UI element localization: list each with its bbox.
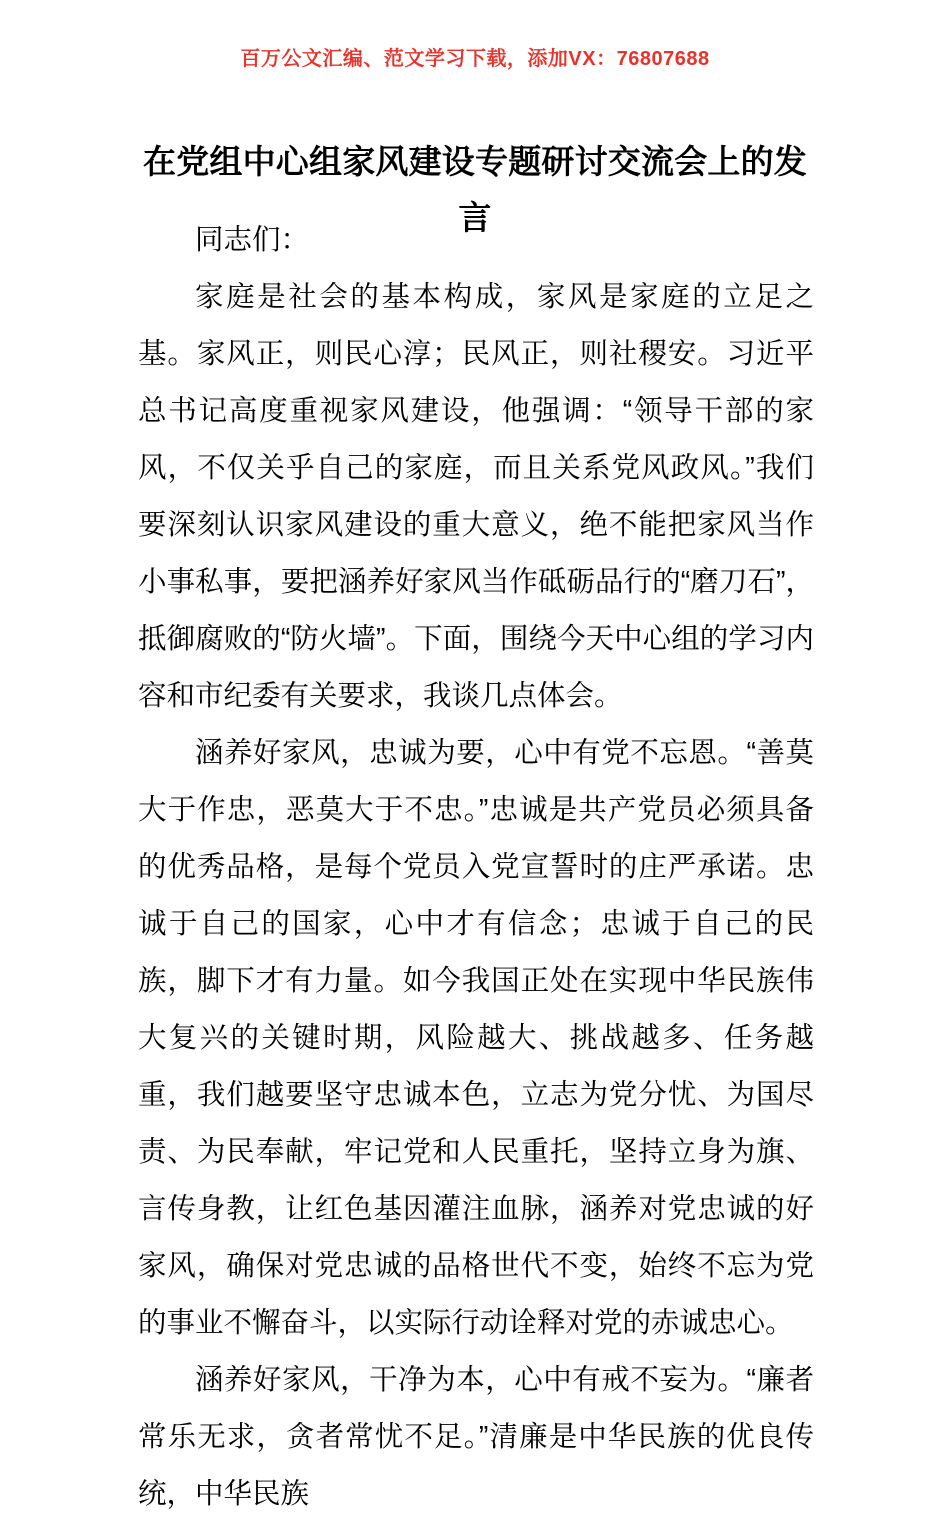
body-paragraph-1: 家庭是社会的基本构成，家风是家庭的立足之基。家风正，则民心淳；民风正，则社稷安。习近平总书记高度重视家风建设，他强调：“领导干部的家风，不仅关乎自己的家庭，而且关系党风政风。”我们要深刻认识家风建设的重大意义，绝不能把家风当作小事私事，要把涵养好家风当作砥砺品行的“磨刀石”，抵御腐败的“防火墙”。下面，围绕今天中心组的学习内容和市纪委有关要求，我谈几点体会。 [138, 281, 814, 712]
document-title: 在党组中心组家风建设专题研讨交流会上的发言 [143, 143, 807, 237]
body-paragraph-3: 涵养好家风，干净为本，心中有戒不妄为。“廉者常乐无求，贪者常忧不足。”清廉是中华民族的优良传统，中华民族 [138, 1364, 814, 1510]
body-paragraph-2: 涵养好家风，忠诚为要，心中有党不忘恩。“善莫大于作忠，恶莫大于不忠。”忠诚是共产党员必须具备的优秀品格，是每个党员入党宣誓时的庄严承诺。忠诚于自己的国家，心中才有信念；忠诚于自己的民族，脚下才有力量。如今我国正处在实现中华民族伟大复兴的关键时期，风险越大、挑战越多、任务越重，我们越要坚守忠诚本色，立志为党分忧、为国尽责、为民奉献，牢记党和人民重托，坚持立身为旗、言传身教，让红色基因灌注血脉，涵养对党忠诚的好家风，确保对党忠诚的品格世代不变，始终不忘为党的事业不懈奋斗，以实际行动诠释对党的赤诚忠心。 [138, 737, 814, 1339]
salutation: 同志们： [195, 224, 310, 256]
document-body [138, 212, 814, 1523]
promo-header-text: 百万公文汇编、范文学习下载，添加VX：76807688 [240, 48, 710, 70]
